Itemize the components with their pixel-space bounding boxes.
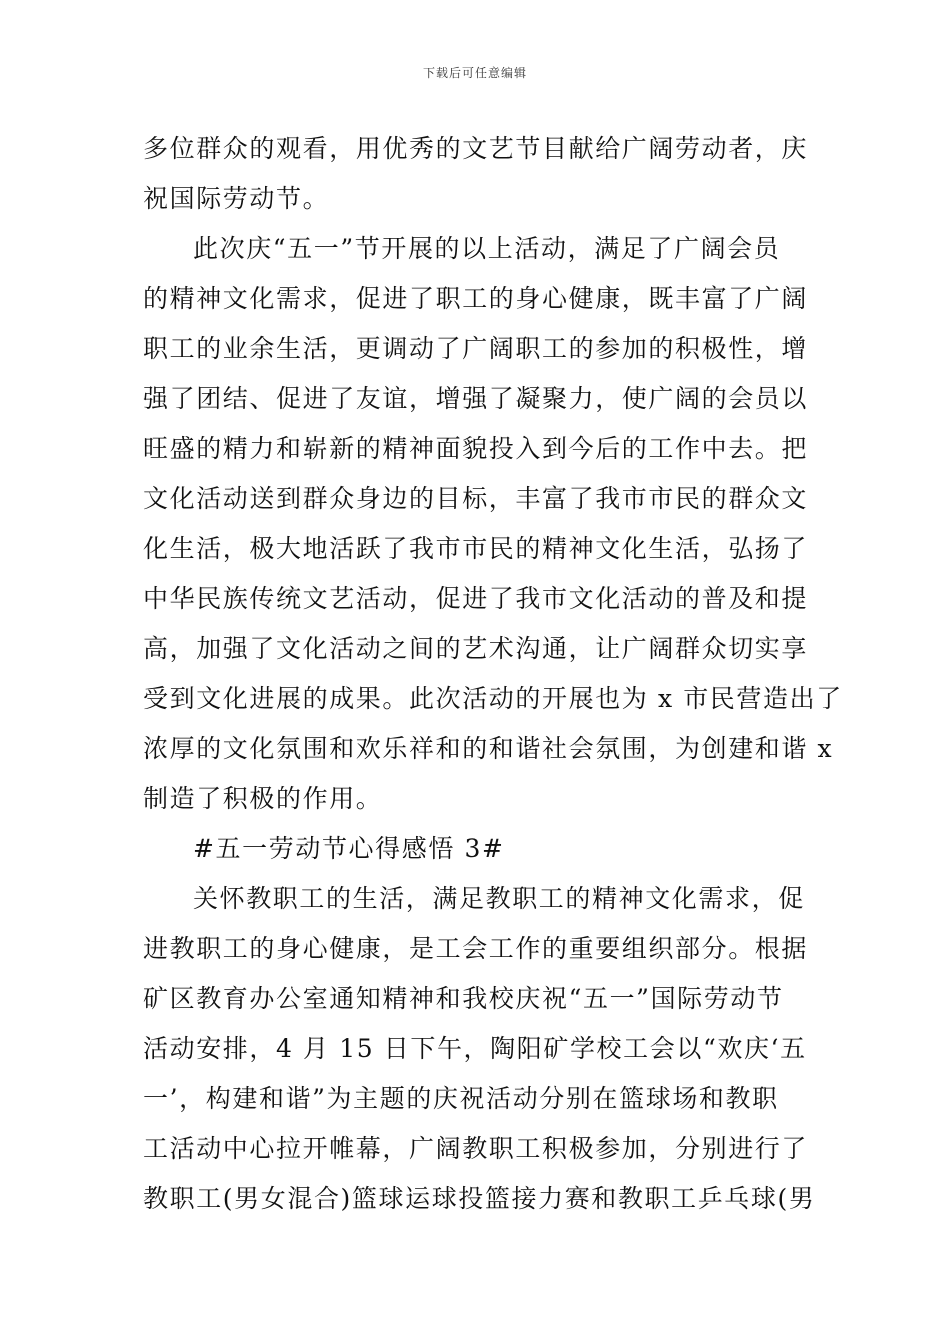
text-line: 强了团结、促进了友谊，增强了凝聚力，使广阔的会员以 — [143, 384, 809, 413]
text-line: 文化活动送到群众身边的目标，丰富了我市市民的群众文 — [143, 484, 809, 513]
text-line: 受到文化进展的成果。此次活动的开展也为 x 市民营造出了 — [143, 684, 843, 713]
text-line: 一’，构建和谐”为主题的庆祝活动分别在篮球场和教职 — [143, 1084, 779, 1113]
text-line: 旺盛的精力和崭新的精神面貌投入到今后的工作中去。把 — [143, 434, 809, 463]
text-line: 教职工(男女混合)篮球运球投篮接力赛和教职工乒乓球(男 — [143, 1184, 816, 1213]
text-line: 的精神文化需求，促进了职工的身心健康，既丰富了广阔 — [143, 284, 809, 313]
text-line: 化生活，极大地活跃了我市市民的精神文化生活，弘扬了 — [143, 534, 809, 563]
text-line: 高，加强了文化活动之间的艺术沟通，让广阔群众切实享 — [143, 634, 809, 663]
text-line: 祝国际劳动节。 — [143, 184, 330, 213]
document-body — [143, 124, 843, 1224]
text-line: 进教职工的身心健康，是工会工作的重要组织部分。根据 — [143, 934, 809, 963]
paragraph-start-line: 此次庆“五一”节开展的以上活动，满足了广阔会员 — [193, 234, 781, 263]
section-heading: #五一劳动节心得感悟 3# — [193, 834, 505, 863]
page-header-note: 下载后可任意编辑 — [422, 66, 527, 80]
text-line: 工活动中心拉开帷幕，广阔教职工积极参加，分别进行了 — [143, 1134, 809, 1163]
text-line: 活动安排，4 月 15 日下午，陶阳矿学校工会以“欢庆‘五 — [143, 1034, 807, 1063]
text-line: 中华民族传统文艺活动，促进了我市文化活动的普及和提 — [143, 584, 809, 613]
text-line: 制造了积极的作用。 — [143, 784, 383, 813]
text-line: 浓厚的文化氛围和欢乐祥和的和谐社会氛围，为创建和谐 x — [143, 734, 834, 763]
text-line: 多位群众的观看，用优秀的文艺节目献给广阔劳动者，庆 — [143, 134, 809, 163]
text-line: 矿区教育办公室通知精神和我校庆祝“五一”国际劳动节 — [143, 984, 784, 1013]
text-line: 职工的业余生活，更调动了广阔职工的参加的积极性，增 — [143, 334, 809, 363]
paragraph-start-line: 关怀教职工的生活，满足教职工的精神文化需求，促 — [193, 884, 805, 913]
